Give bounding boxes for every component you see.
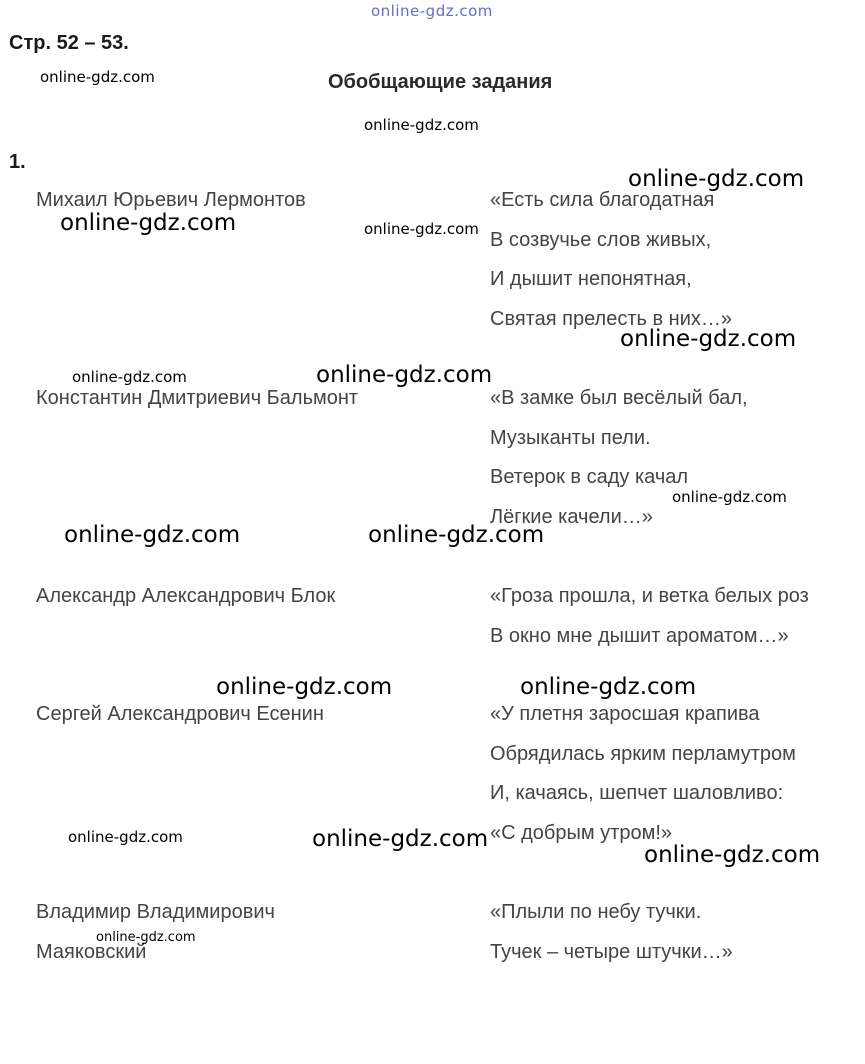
watermark: online-gdz.com (620, 326, 797, 352)
watermark: online-gdz.com (371, 2, 493, 20)
author-name (36, 695, 324, 735)
watermark: online-gdz.com (628, 166, 805, 192)
watermark: online-gdz.com (316, 362, 493, 388)
poem-line: Святая прелесть в них…» (490, 307, 732, 330)
watermark: online-gdz.com (60, 210, 237, 236)
author-line: Владимир Владимирович (36, 901, 275, 923)
poem-line: «В замке был весёлый бал, (490, 387, 748, 409)
author-line: Михаил Юрьевич Лермонтов (36, 189, 306, 211)
author-line: Сергей Александрович Есенин (36, 703, 324, 725)
watermark: online-gdz.com (96, 930, 196, 945)
poem-excerpt (490, 893, 733, 972)
poem-line: Музыканты пели. (490, 426, 651, 449)
poem-line: «У плетня заросшая крапива (490, 703, 760, 725)
watermark: online-gdz.com (644, 842, 821, 868)
author-line: Александр Александрович Блок (36, 585, 336, 607)
watermark: online-gdz.com (216, 674, 393, 700)
author-line: Константин Дмитриевич Бальмонт (36, 387, 359, 409)
task-number: 1. (9, 151, 26, 173)
poem-excerpt (490, 577, 809, 656)
poem-line: Обрядилась ярким перламутром (490, 742, 796, 765)
watermark: online-gdz.com (364, 220, 479, 238)
poem-line: Тучек – четыре штучки…» (490, 940, 733, 963)
watermark: online-gdz.com (672, 488, 787, 506)
poem-line: «Плыли по небу тучки. (490, 901, 702, 923)
poem-line: И дышит непонятная, (490, 268, 692, 290)
poem-line: Лёгкие качели…» (490, 505, 653, 528)
poem-excerpt (490, 181, 732, 339)
watermark: online-gdz.com (72, 368, 187, 386)
poem-line: «С добрым утром!» (490, 821, 673, 844)
author-line: Маяковский (36, 940, 147, 963)
poem-line: В созвучье слов живых, (490, 228, 712, 251)
watermark: online-gdz.com (64, 522, 241, 548)
poem-line: «Гроза прошла, и ветка белых роз (490, 585, 809, 607)
section-title: Обобщающие задания (328, 71, 553, 93)
watermark: online-gdz.com (368, 522, 545, 548)
poem-line: «Есть сила благодатная (490, 189, 715, 211)
watermark: online-gdz.com (364, 116, 479, 134)
poem-line: В окно мне дышит ароматом…» (490, 624, 789, 647)
watermark: online-gdz.com (520, 674, 697, 700)
poem-line: И, качаясь, шепчет шаловливо: (490, 782, 784, 804)
page-reference: Стр. 52 – 53. (9, 32, 129, 54)
watermark: online-gdz.com (68, 828, 183, 846)
poem-excerpt (490, 695, 796, 853)
poem-excerpt (490, 379, 748, 537)
watermark: online-gdz.com (312, 826, 489, 852)
watermark: online-gdz.com (40, 68, 155, 86)
poem-line: Ветерок в саду качал (490, 466, 689, 488)
author-name (36, 577, 335, 617)
